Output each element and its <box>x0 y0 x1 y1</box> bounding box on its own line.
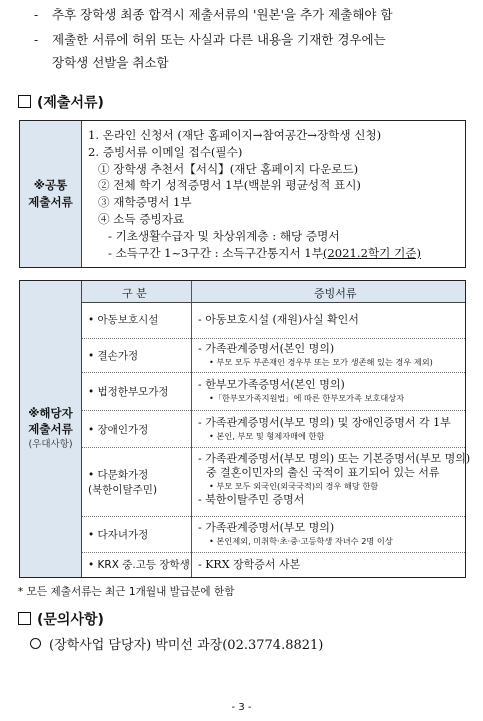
row-documents: - 가족관계증명서(부모 명의) • 본인제외, 미취학·초·중·고등학생 자녀수 2명 이상 <box>198 521 393 546</box>
common-documents-content: 1. 온라인 신청서 (재단 홈페이지→참여공간→장학생 신청) 2. 증빙서류 이메일 접수(필수) ① 장학생 추천서【서식】(재단 홈페이지 다운로드) ② 전체 학기 성적증명서 1부(백분위 평균성적 표시) ③ 재학증명서 1부 ④ 소득 증빙자료 - 기초생활수급자 및 차상위계층 : 해당 증명서 - 소득구간 1~3구간 : 소득구간통지서 1부(2021.2학기 기준) <box>88 128 421 260</box>
page-number: - 3 - <box>231 702 252 713</box>
checkbox-square-icon <box>18 95 31 108</box>
circle-bullet-icon <box>30 638 41 649</box>
note-cancel-selection: 장학생 선발을 취소함 <box>52 55 169 70</box>
table-row: • 아동보호시설 - 아동보호시설 (재원)사실 확인서 <box>82 303 465 339</box>
column-divider <box>191 281 192 577</box>
checkbox-square-icon <box>18 612 31 625</box>
common-documents-table <box>19 120 466 268</box>
table-row: • 법정한부모가정 - 한부모가족증명서(본인 명의) •「한부모가족지원법」에 따른 한부모가족 보호대상자 <box>82 373 465 411</box>
income-bracket-line: - 소득구간 1~3구간 : 소득구간통지서 1부(2021.2학기 기준) <box>108 245 421 260</box>
table-row: • 결손가정 - 가족관계증명서(본인 명의) • 부모 모두 부존재인 경우부 또는 모가 생존해 있는 경우 제외) <box>82 339 465 373</box>
table-header <box>82 281 465 303</box>
table-row: • 장애인가정 - 가족관계증명서(부모 명의) 및 장애인증명서 각 1부 • 본인, 부모 및 형제자매에 한함 <box>82 411 465 448</box>
table-row: • 다자녀가정 - 가족관계증명서(부모 명의) • 본인제외, 미취학·초·중·고등학생 자녀수 2명 이상 <box>82 517 465 553</box>
section-heading-contact: (문의사항) <box>18 609 104 629</box>
table-row: • KRX 중.고등 장학생 - KRX 장학증서 사본 <box>88 558 301 571</box>
note-original-docs: - 추후 장학생 최종 합격시 제출서류의 '원본'을 추가 제출해야 함 <box>34 7 393 22</box>
conditional-documents-label: ※해당자 제출서류 (우대사항) <box>20 281 82 577</box>
header-documents: 증빙서류 <box>314 287 357 300</box>
contact-info: (장학사업 담당자) 박미선 과장(02.3774.8821) <box>30 634 323 653</box>
row-documents: - 가족관계증명서(부모 명의) 또는 기본증명서(부모 명의) 중 결혼이민자의 출신 국적이 표기되어 있는 서류 • 부모 모두 외국인(외국국적)의 경우 해당 한함 - 북한이탈주민 증명서 <box>198 452 471 506</box>
table-row: • 다문화가정 (북한이탈주민) - 가족관계증명서(부모 명의) 또는 기본증명서(부모 명의) 중 결혼이민자의 출신 국적이 표기되어 있는 서류 • 부모 모두 외국인(외국국적)의 경우 해당 한함 - 북한이탈주민 증명서 <box>82 448 465 517</box>
row-documents: - 가족관계증명서(부모 명의) 및 장애인증명서 각 1부 • 본인, 부모 및 형제자매에 한함 <box>198 416 451 441</box>
header-category: 구 분 <box>122 287 147 300</box>
common-documents-label: ※공통 제출서류 <box>20 121 82 267</box>
row-documents: - 한부모가족증명서(본인 명의) •「한부모가족지원법」에 따른 한부모가족 보호대상자 <box>198 378 405 403</box>
row-documents: - 아동보호시설 (재원)사실 확인서 <box>198 313 359 326</box>
conditional-documents-table <box>19 280 471 578</box>
row-documents: - 가족관계증명서(본인 명의) • 부모 모두 부존재인 경우부 또는 모가 생존해 있는 경우 제외) <box>198 342 433 367</box>
section-heading-documents: (제출서류) <box>18 92 104 112</box>
row-documents: - KRX 장학증서 사본 <box>198 558 301 571</box>
note-false-info: - 제출한 서류에 허위 또는 사실과 다른 내용을 기재한 경우에는 <box>34 32 386 47</box>
footnote: * 모든 제출서류는 최근 1개월내 발급분에 한함 <box>18 586 235 598</box>
